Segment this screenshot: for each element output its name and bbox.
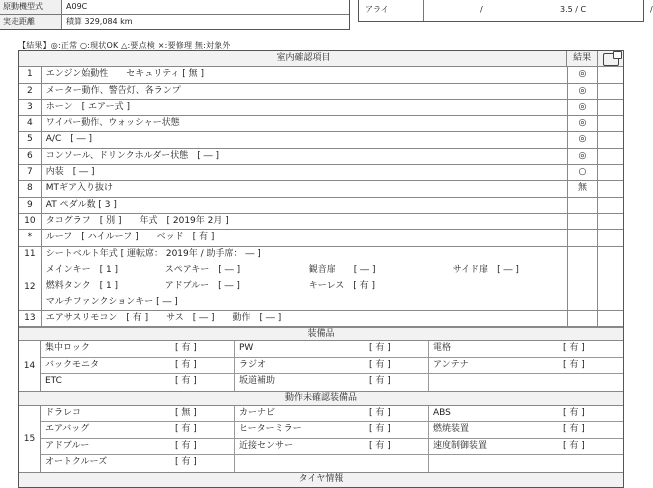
equipment-value: [ 有 ] [175,440,197,451]
equipment-value: [ 有 ] [175,457,197,468]
unchecked-equipment-block [19,406,623,473]
table-row [41,406,623,423]
equipment-name: 近接センサー [239,440,294,451]
row-result: ◎ [568,67,599,82]
keys-line-2: 燃料タンク [ 1 ] アドブルー [ ― ] キーレス [ 有 ] [45,280,376,291]
equipment-name: バックモニタ [45,359,100,370]
table-row [41,422,623,439]
equipment-value [563,374,623,391]
align-value-b: 3.5 / C [560,5,587,14]
equipment-name: オートクルーズ [45,457,108,468]
table-row [19,84,623,100]
unchecked-equipment-grid [41,406,623,472]
vehicle-info-box [0,0,350,30]
equipment-cell [235,358,429,374]
equipment-grid [41,341,623,391]
row-number: 1 [19,67,42,82]
row-item: エンジン始動性 セキュリティ [ 無 ] [42,67,568,82]
table-row [41,374,623,391]
row-number: 9 [19,198,42,213]
align-values [424,0,653,21]
align-value-c: / [650,5,653,14]
row-item: ルーフ [ ハイルーフ ] ベッド [ 有 ] [42,230,568,245]
table-row [41,455,623,472]
equipment-cell [429,455,623,472]
keys-line-1: メインキー [ 1 ] スペアキー [ ― ] 観音扉 [ ― ] サイド扉 [ ― ] [45,265,519,276]
row-item: MTギア入り抜け [42,181,568,196]
row-number: 10 [19,214,42,229]
equipment-name: 集中ロック [45,343,90,354]
table-row [19,181,623,197]
keys-row [19,263,623,311]
result-legend: 【結果】◎:正常 ○:現状OK △:要点検 ×:要修理 無:対象外 [18,41,231,50]
mileage-row [0,15,349,29]
row-number: 5 [19,132,42,147]
mileage-label: 実走距離 [0,15,62,29]
equipment-value: [ 有 ] [563,343,585,354]
table-row [19,149,623,165]
table-row [19,230,623,246]
engine-model-value: A09C [66,2,88,11]
equipment-title: 装備品 [19,327,623,341]
interior-check-table [18,50,624,488]
equipment-value: [ 有 ] [563,359,585,370]
row-result: 無 [568,181,599,196]
table-row [19,214,623,230]
equipment-name: ABS [433,407,451,418]
equipment-name: 坂道補助 [239,376,276,387]
result-header: 結果 [567,51,598,66]
mileage-value: 積算 329,084 km [66,17,133,26]
equipment-name: カーナビ [239,407,276,418]
equipment-cell [429,358,623,374]
equipment-cell [235,455,429,472]
table-row [19,100,623,116]
interior-rows [19,67,623,263]
row-result: ◎ [568,116,599,131]
equipment-cell [41,374,235,391]
header-area [0,0,653,30]
equipment-cell [41,439,235,455]
table-row [41,358,623,375]
row-number: 13 [19,311,42,326]
row-number: 8 [19,181,42,196]
equipment-name: エアバッグ [45,424,90,435]
table-row [19,198,623,214]
interior-title: 室内確認項目 [41,51,567,66]
row-item: メーター動作、警告灯、各ランプ [42,84,568,99]
row-result: ◎ [568,100,599,115]
row-number: 7 [19,165,42,180]
equipment-cell [429,374,623,391]
row-result [568,198,599,213]
equipment-cell [235,341,429,357]
unchecked-equipment-title: 動作未確認装備品 [19,392,623,406]
equipment-name [429,374,563,391]
equipment-cell [429,439,623,455]
equipment-value [563,455,623,472]
equipment-value: [ 無 ] [175,407,197,418]
align-label: アライ [359,0,424,21]
row-number: 4 [19,116,42,131]
table-row [41,439,623,456]
equipment-name: アドブルー [45,440,90,451]
equipment-cell [235,422,429,438]
row-result [568,230,599,245]
equipment-block [19,341,623,392]
equipment-name: PW [239,343,254,354]
equipment-name [429,455,563,472]
equipment-value: [ 有 ] [563,407,585,418]
row-result: ◎ [568,149,599,164]
row-result [568,214,599,229]
table-row [19,132,623,148]
equipment-value: [ 有 ] [175,359,197,370]
row-result [568,247,599,263]
equipment-name: 速度制御装置 [433,440,488,451]
equipment-name: ドラレコ [45,407,82,418]
equipment-value: [ 有 ] [563,424,585,435]
row-number: 14 [19,341,41,391]
equipment-cell [429,341,623,357]
equipment-cell [429,406,623,422]
equipment-name: ETC [45,376,62,387]
equipment-value: [ 有 ] [175,376,197,387]
row-number: 11 [19,247,42,263]
equipment-cell [41,455,235,472]
row-result: ○ [568,165,599,180]
equipment-value: [ 有 ] [369,407,391,418]
equipment-cell [429,422,623,438]
interior-header-row [19,51,623,67]
equipment-value [369,455,428,472]
engine-model-row [0,0,349,15]
edit-icon-cell[interactable] [598,51,623,66]
row-item: A/C [ ― ] [42,132,568,147]
table-row [41,341,623,358]
equipment-value: [ 有 ] [369,440,391,451]
row-item: コンソール、ドリンクホルダー状態 [ ― ] [42,149,568,164]
row-number: 12 [19,263,42,310]
tire-info-title: タイヤ情報 [19,473,623,487]
row-item: ホーン [ エアー式 ] [42,100,568,115]
row-number: 15 [19,406,41,472]
equipment-name: 燃焼装置 [433,424,470,435]
row-result: ◎ [568,132,599,147]
equipment-cell [235,406,429,422]
equipment-name: ラジオ [239,359,267,370]
equipment-value: [ 有 ] [369,359,391,370]
equipment-value: [ 有 ] [175,424,197,435]
equipment-value: [ 有 ] [369,424,391,435]
keys-details [42,263,568,310]
keys-line-3: マルチファンクションキー [ ― ] [45,296,178,307]
table-row [19,116,623,132]
air-suspension-row [19,311,623,327]
row-item: ワイパー動作、ウォッシャー状態 [42,116,568,131]
equipment-cell [41,406,235,422]
equipment-name [235,455,369,472]
engine-model-label: 原動機型式 [0,0,62,14]
edit-icon[interactable] [603,53,619,66]
table-row [19,247,623,263]
equipment-name: 電格 [433,343,452,354]
equipment-cell [41,422,235,438]
row-number: 6 [19,149,42,164]
equipment-cell [235,439,429,455]
equipment-cell [235,374,429,391]
equipment-cell [41,358,235,374]
row-number: 2 [19,84,42,99]
row-result: ◎ [568,84,599,99]
row-item: シートベルト年式 [ 運転席： 2019年 / 助手席： ― ] [42,247,568,263]
equipment-cell [41,341,235,357]
row-number: * [19,230,42,245]
row-item: AT ペダル数 [ 3 ] [42,198,568,213]
equipment-name: ヒーターミラー [239,424,302,435]
equipment-value: [ 有 ] [175,343,197,354]
equipment-value: [ 有 ] [369,376,391,387]
row-item: タコグラフ [ 別 ] 年式 [ 2019年 2月 ] [42,214,568,229]
equipment-value: [ 有 ] [369,343,391,354]
equipment-value: [ 有 ] [563,440,585,451]
table-row [19,165,623,181]
align-value-a: / [480,5,483,14]
equipment-name: アンテナ [433,359,469,370]
alignment-box [358,0,653,22]
row-number: 3 [19,100,42,115]
row-item: エアサスリモコン [ 有 ] サス [ ― ] 動作 [ ― ] [42,311,568,326]
table-row [19,67,623,83]
row-item: 内装 [ ― ] [42,165,568,180]
